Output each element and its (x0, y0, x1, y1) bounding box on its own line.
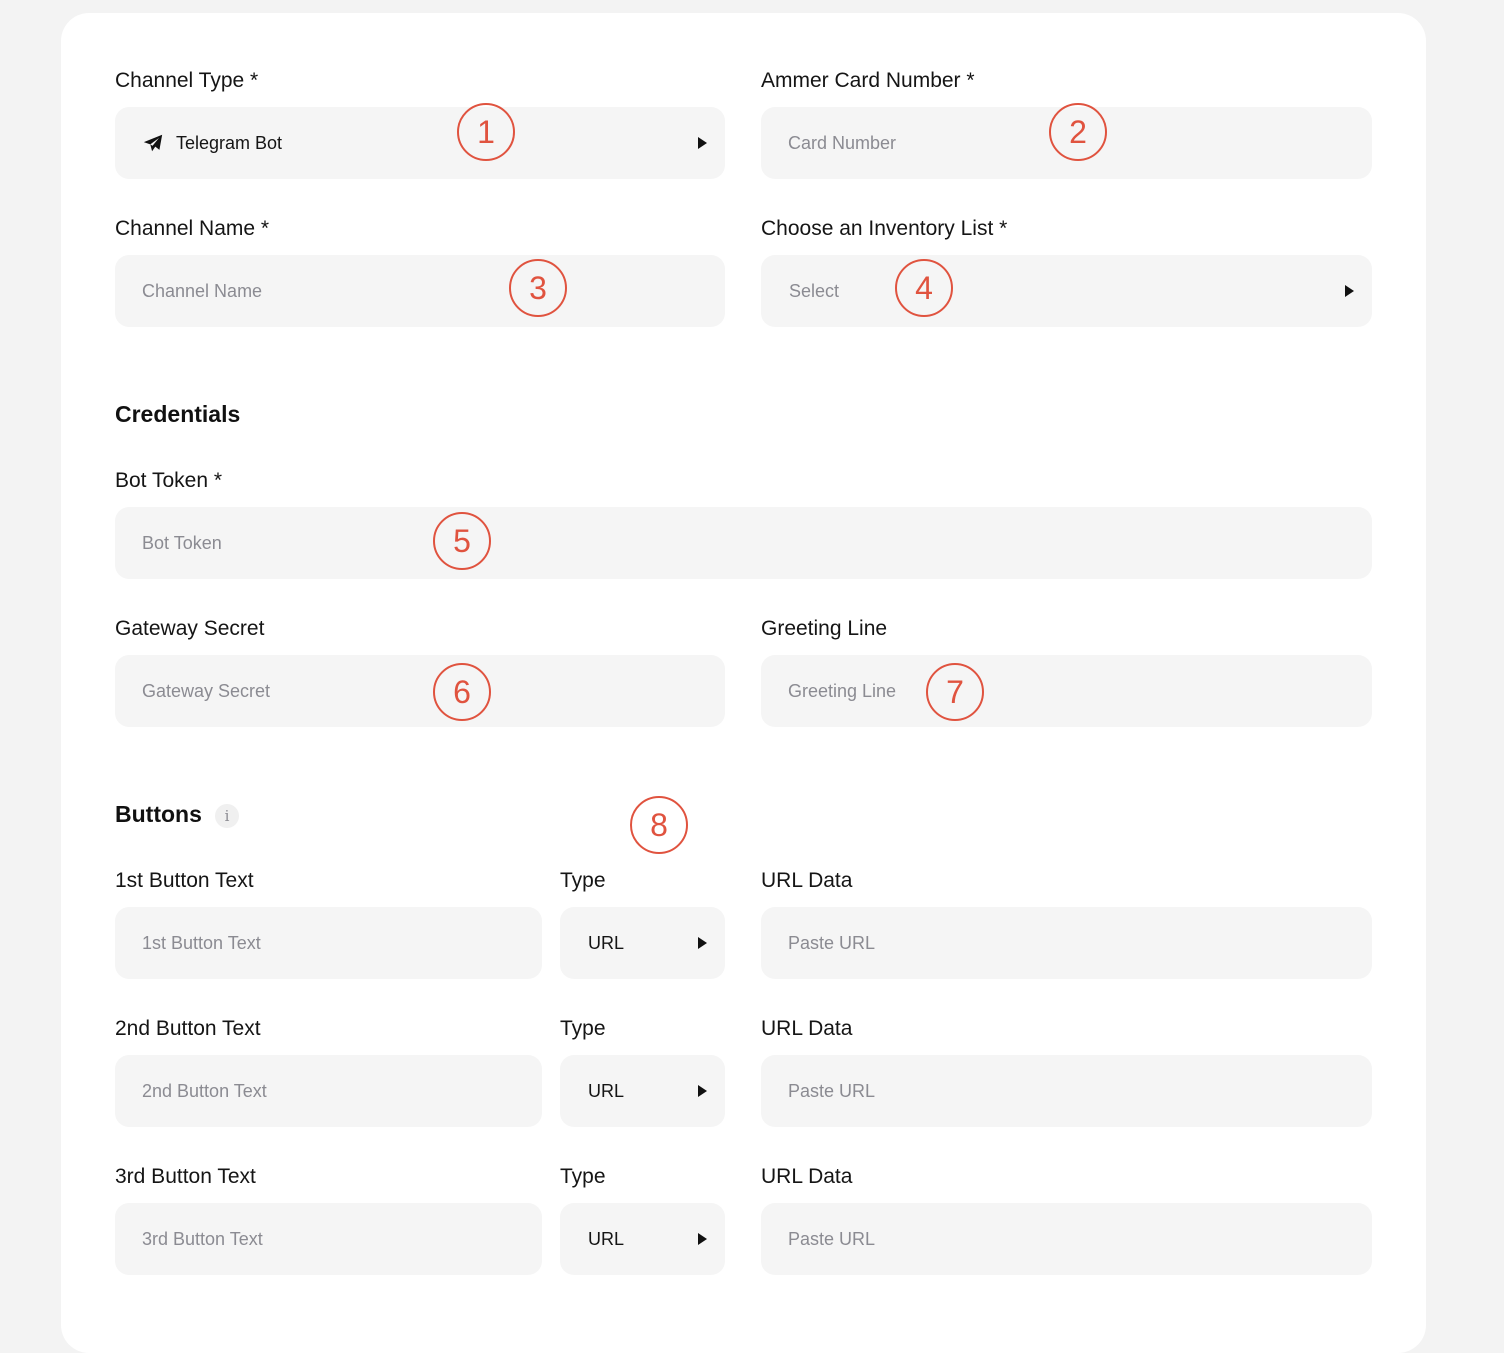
gateway-secret-label: Gateway Secret (115, 617, 265, 640)
url-data-field (761, 1203, 1372, 1275)
button-type-label: Type (560, 1165, 606, 1188)
caret-right-icon (698, 937, 707, 949)
button-text-input[interactable] (115, 1203, 542, 1275)
channel-name-label: Channel Name * (115, 217, 270, 240)
button-type-value: URL (588, 1229, 625, 1249)
credentials-heading: Credentials (115, 401, 241, 427)
inventory-list-label: Choose an Inventory List * (761, 217, 1008, 240)
button-text-label: 3rd Button Text (115, 1165, 256, 1188)
url-data-label: URL Data (761, 1017, 853, 1040)
annotation-marker: 3 (509, 259, 567, 317)
channel-type-value: Telegram Bot (176, 133, 283, 153)
card-number-label: Ammer Card Number * (761, 69, 975, 92)
telegram-icon (142, 132, 164, 154)
button-text-input[interactable] (115, 1055, 542, 1127)
annotation-marker: 5 (433, 512, 491, 570)
button-type-select[interactable] (560, 1203, 725, 1275)
annotation-marker: 6 (433, 663, 491, 721)
button-type-value: URL (588, 1081, 625, 1101)
button-type-label: Type (560, 1017, 606, 1040)
url-data-input[interactable] (761, 1055, 1372, 1127)
channel-type-label: Channel Type * (115, 69, 259, 92)
button-type-select[interactable] (560, 1055, 725, 1127)
caret-right-icon (698, 1233, 707, 1245)
url-data-field (761, 1055, 1372, 1127)
gateway-secret-input[interactable] (115, 655, 725, 727)
annotation-marker: 8 (630, 796, 688, 854)
button-type-value: URL (588, 933, 625, 953)
annotation-marker: 1 (457, 103, 515, 161)
inventory-list-select[interactable] (761, 255, 1372, 327)
url-data-input[interactable] (761, 1203, 1372, 1275)
caret-right-icon (1345, 285, 1354, 297)
channel-name-input[interactable] (115, 255, 725, 327)
url-data-label: URL Data (761, 1165, 853, 1188)
greeting-line-field (761, 655, 1372, 727)
button-text-field (115, 907, 542, 979)
gateway-secret-field (115, 655, 725, 727)
info-icon[interactable]: i (215, 804, 239, 828)
greeting-line-label: Greeting Line (761, 617, 888, 640)
button-text-label: 1st Button Text (115, 869, 254, 892)
caret-right-icon (698, 1085, 707, 1097)
button-text-field (115, 1203, 542, 1275)
button-text-field (115, 1055, 542, 1127)
button-type-select[interactable] (560, 907, 725, 979)
url-data-label: URL Data (761, 869, 853, 892)
bot-token-field (115, 507, 1372, 579)
annotation-marker: 2 (1049, 103, 1107, 161)
caret-right-icon (698, 137, 707, 149)
button-type-label: Type (560, 869, 606, 892)
channel-name-field (115, 255, 725, 327)
button-text-input[interactable] (115, 907, 542, 979)
annotation-marker: 7 (926, 663, 984, 721)
greeting-line-input[interactable] (761, 655, 1372, 727)
channel-type-select[interactable] (115, 107, 725, 179)
url-data-field (761, 907, 1372, 979)
buttons-heading: Buttons (115, 801, 202, 827)
annotation-marker: 4 (895, 259, 953, 317)
bot-token-input[interactable] (115, 507, 1372, 579)
bot-token-label: Bot Token * (115, 469, 223, 492)
button-text-label: 2nd Button Text (115, 1017, 261, 1040)
url-data-input[interactable] (761, 907, 1372, 979)
inventory-list-placeholder: Select (789, 281, 840, 301)
